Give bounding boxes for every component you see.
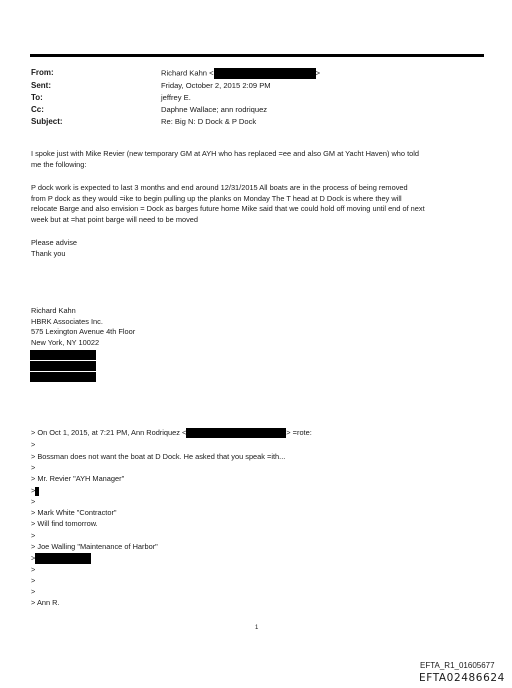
quote-marker: > (31, 587, 36, 596)
quote-marker: > (31, 531, 36, 540)
text-line: week but at =hat point barge will need to be moved (31, 214, 199, 224)
text-line: from P dock as they would =ike to begin pulling up the planks on Monday The T head at D Dock is where they will (31, 193, 402, 203)
quote-intro-start: > On Oct 1, 2015, at 7:21 PM, Ann Rodriquez < (31, 428, 187, 437)
header-rule (30, 54, 484, 57)
please-advise: Please advise (31, 238, 78, 247)
text-line: I spoke just with Mike Revier (new temporary GM at AYH who has replaced =ee and also GM at Yacht Haven) who told (31, 149, 419, 158)
thank-you: Thank you (31, 248, 66, 258)
quote-intro (31, 428, 312, 438)
paragraph-2 (31, 183, 425, 225)
sent-label: Sent: (31, 81, 51, 90)
text-line: relocate Barge and also envision = Dock as barges future home Mike said that we could hold off moving until end of next (31, 204, 425, 213)
text-line: P dock work is expected to last 3 months and end around 12/31/2015 All boats are in the process of being removed (31, 183, 408, 192)
redaction-box (35, 487, 39, 496)
signature-block (31, 306, 135, 348)
cc-value: Daphne Wallace; ann rodriquez (161, 105, 268, 114)
quote-marker: > (31, 565, 36, 574)
sent-value: Friday, October 2, 2015 2:09 PM (161, 81, 271, 90)
signature-name: Richard Kahn (31, 306, 76, 315)
quote-marker: > (31, 497, 36, 506)
bates-number-2: EFTA02486624 (419, 672, 505, 684)
page-number: 1 (255, 625, 259, 631)
redaction-box (186, 428, 286, 438)
redaction-box (214, 68, 316, 79)
from-name: Richard Kahn < (161, 68, 214, 78)
quote-marker: > (31, 576, 36, 585)
redaction-box (35, 553, 91, 564)
quote-marker-redacted: > (31, 553, 91, 564)
paragraph-1 (31, 149, 419, 170)
quote-ann: > Ann R. (31, 598, 60, 607)
redaction-box (30, 372, 96, 382)
from-label: From: (31, 68, 54, 77)
to-value: jeffrey E. (161, 93, 191, 102)
quote-white: > Mark White "Contractor" (31, 508, 117, 517)
signature-company: HBRK Associates Inc. (31, 316, 103, 326)
subject-label: Subject: (31, 117, 63, 126)
bates-number-1: EFTA_R1_01605677 (420, 661, 495, 670)
quote-intro-end: > =rote: (286, 428, 312, 437)
text-line: me the following: (31, 159, 87, 169)
closing (31, 238, 77, 259)
from-close: > (315, 68, 320, 78)
redaction-box (30, 361, 96, 371)
quote-marker-redacted: > (31, 486, 39, 496)
to-label: To: (31, 93, 43, 102)
quote-revier: > Mr. Revier "AYH Manager" (31, 474, 125, 483)
signature-address: 575 Lexington Avenue 4th Floor (31, 327, 136, 336)
signature-city: New York, NY 10022 (31, 337, 100, 347)
quote-marker: > (31, 440, 36, 449)
quote-marker: > (31, 463, 36, 472)
from-value (161, 68, 320, 79)
quote-bossman: > Bossman does not want the boat at D Dock. He asked that you speak =ith... (31, 452, 286, 461)
redaction-box (30, 350, 96, 360)
quote-find: > Will find tomorrow. (31, 519, 98, 528)
cc-label: Cc: (31, 105, 44, 114)
subject-value: Re: Big N: D Dock & P Dock (161, 117, 257, 126)
quote-walling: > Joe Walling "Maintenance of Harbor" (31, 542, 158, 551)
